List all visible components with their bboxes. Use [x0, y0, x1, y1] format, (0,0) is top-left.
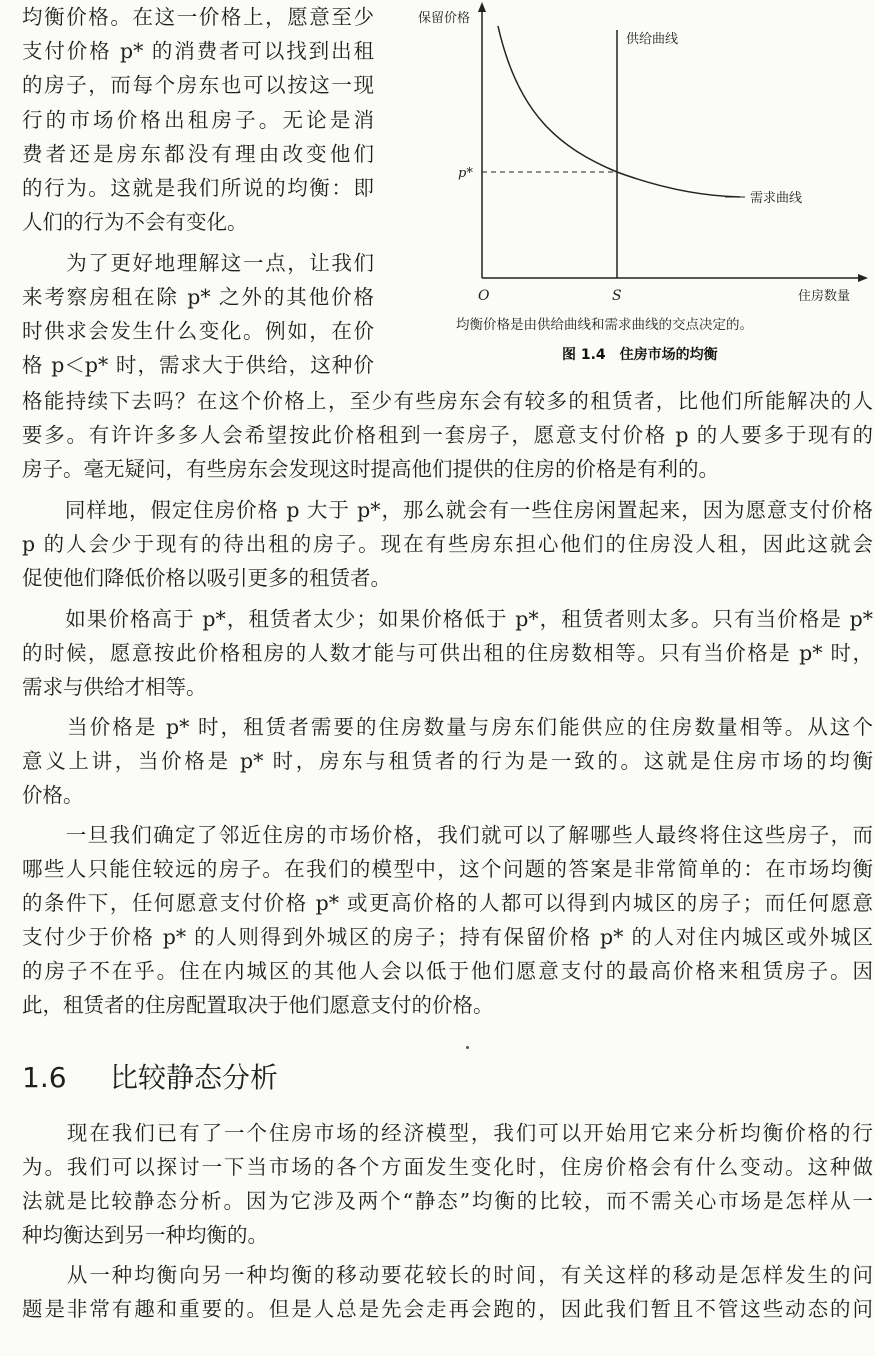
text-line: 此，租赁者的住房配置取决于他们愿意支付的价格。: [22, 993, 494, 1017]
figure-title: 图 1.4 住房市场的均衡: [562, 347, 718, 363]
text-line: 种均衡达到另一种均衡的。: [22, 1223, 268, 1247]
text-line: 法就是比较静态分析。因为它涉及两个“静态”均衡的比较，而不需关心市场是怎样从一: [22, 1189, 873, 1213]
text-line: p 的人会少于现有的待出租的房子。现在有些房东担心他们的住房没人租，因此这就会: [22, 532, 873, 556]
text-line: 一旦我们确定了邻近住房的市场价格，我们就可以了解哪些人最终将住这些房子，而: [22, 823, 873, 847]
text-line: 房子。毫无疑问，有些房东会发现这时提高他们提供的住房的价格是有利的。: [22, 457, 719, 481]
text-line: 同样地，假定住房价格 p 大于 p*，那么就会有一些住房闲置起来，因为愿意支付价格: [22, 498, 873, 522]
text-line: 题是非常有趣和重要的。但是人总是先会走再会跑的，因此我们暂且不管这些动态的问: [22, 1297, 873, 1321]
text-line: 需求与供给才相等。: [22, 675, 207, 699]
text-line: 的行为。这就是我们所说的均衡：即: [22, 176, 374, 200]
text-line: 价格。: [22, 783, 84, 807]
s-label: S: [612, 288, 622, 304]
text-line: 要多。有许许多多人会希望按此价格租到一套房子，愿意支付价格 p 的人要多于现有的: [22, 423, 873, 447]
text-line: 支付价格 p* 的消费者可以找到出租: [22, 39, 374, 63]
text-line: 意义上讲，当价格是 p* 时，房东与租赁者的行为是一致的。这就是住房市场的均衡: [22, 749, 873, 773]
text-line: 如果价格高于 p*，租赁者太少；如果价格低于 p*，租赁者则太多。只有当价格是 p*: [22, 607, 873, 631]
section-title-text: 比较静态分析: [110, 1061, 279, 1094]
text-line: 现在我们已有了一个住房市场的经济模型，我们可以开始用它来分析均衡价格的行: [22, 1121, 873, 1145]
y-axis-label: 保留价格: [418, 11, 471, 26]
text-line: 格 p＜p* 时，需求大于供给，这种价: [22, 353, 374, 377]
supply-label: 供给曲线: [626, 32, 679, 47]
page-speck: [466, 1046, 469, 1049]
text-line: 为了更好地理解这一点，让我们: [22, 251, 374, 275]
text-line: 时供求会发生什么变化。例如，在价: [22, 319, 374, 343]
figure-svg: [410, 0, 875, 380]
text-line: 人们的行为不会有变化。: [22, 210, 248, 234]
text-line: 格能持续下去吗？在这个价格上，至少有些房东会有较多的租赁者，比他们所能解决的人: [22, 389, 873, 413]
text-line: 当价格是 p* 时，租赁者需要的住房数量与房东们能供应的住房数量相等。从这个: [22, 715, 873, 739]
housing-market-equilibrium-figure: [410, 0, 875, 380]
text-line: 来考察房租在除 p* 之外的其他价格: [22, 285, 374, 309]
x-axis-label: 住房数量: [798, 289, 851, 304]
section-number: 1.6: [22, 1061, 67, 1094]
text-line: 的条件下，任何愿意支付价格 p* 或更高价格的人都可以得到内城区的房子；而任何愿意: [22, 891, 873, 915]
text-line: 从一种均衡向另一种均衡的移动要花较长的时间，有关这样的移动是怎样发生的问: [22, 1263, 873, 1287]
text-line: 行的市场价格出租房子。无论是消: [22, 108, 374, 132]
text-line: 的时候，愿意按此价格租房的人数才能与可供出租的住房数相等。只有当价格是 p* 时，: [22, 641, 873, 665]
text-line: 的房子不在乎。住在内城区的其他人会以低于他们愿意支付的最高价格来租赁房子。因: [22, 959, 873, 983]
text-line: 支付少于价格 p* 的人则得到外城区的房子；持有保留价格 p* 的人对住内城区或外城区: [22, 925, 873, 949]
text-line: 为。我们可以探讨一下当市场的各个方面发生变化时，住房价格会有什么变动。这种做: [22, 1155, 873, 1179]
section-heading: [22, 1060, 278, 1096]
text-line: 促使他们降低价格以吸引更多的租赁者。: [22, 566, 391, 590]
text-line: 费者还是房东都没有理由改变他们: [22, 142, 374, 166]
text-line: 哪些人只能住较远的房子。在我们的模型中，这个问题的答案是非常简单的：在市场均衡: [22, 857, 873, 881]
demand-curve: [498, 26, 740, 197]
y-axis-arrow-icon: [478, 2, 486, 12]
text-line: 均衡价格。在这一价格上，愿意至少: [22, 5, 374, 29]
x-axis-arrow-icon: [858, 274, 868, 282]
demand-label: 需求曲线: [750, 191, 803, 206]
origin-label: O: [478, 288, 490, 304]
text-line: 的房子，而每个房东也可以按这一现: [22, 73, 374, 97]
figure-caption: 均衡价格是由供给曲线和需求曲线的交点决定的。: [456, 317, 753, 333]
price-label: p*: [458, 166, 473, 181]
